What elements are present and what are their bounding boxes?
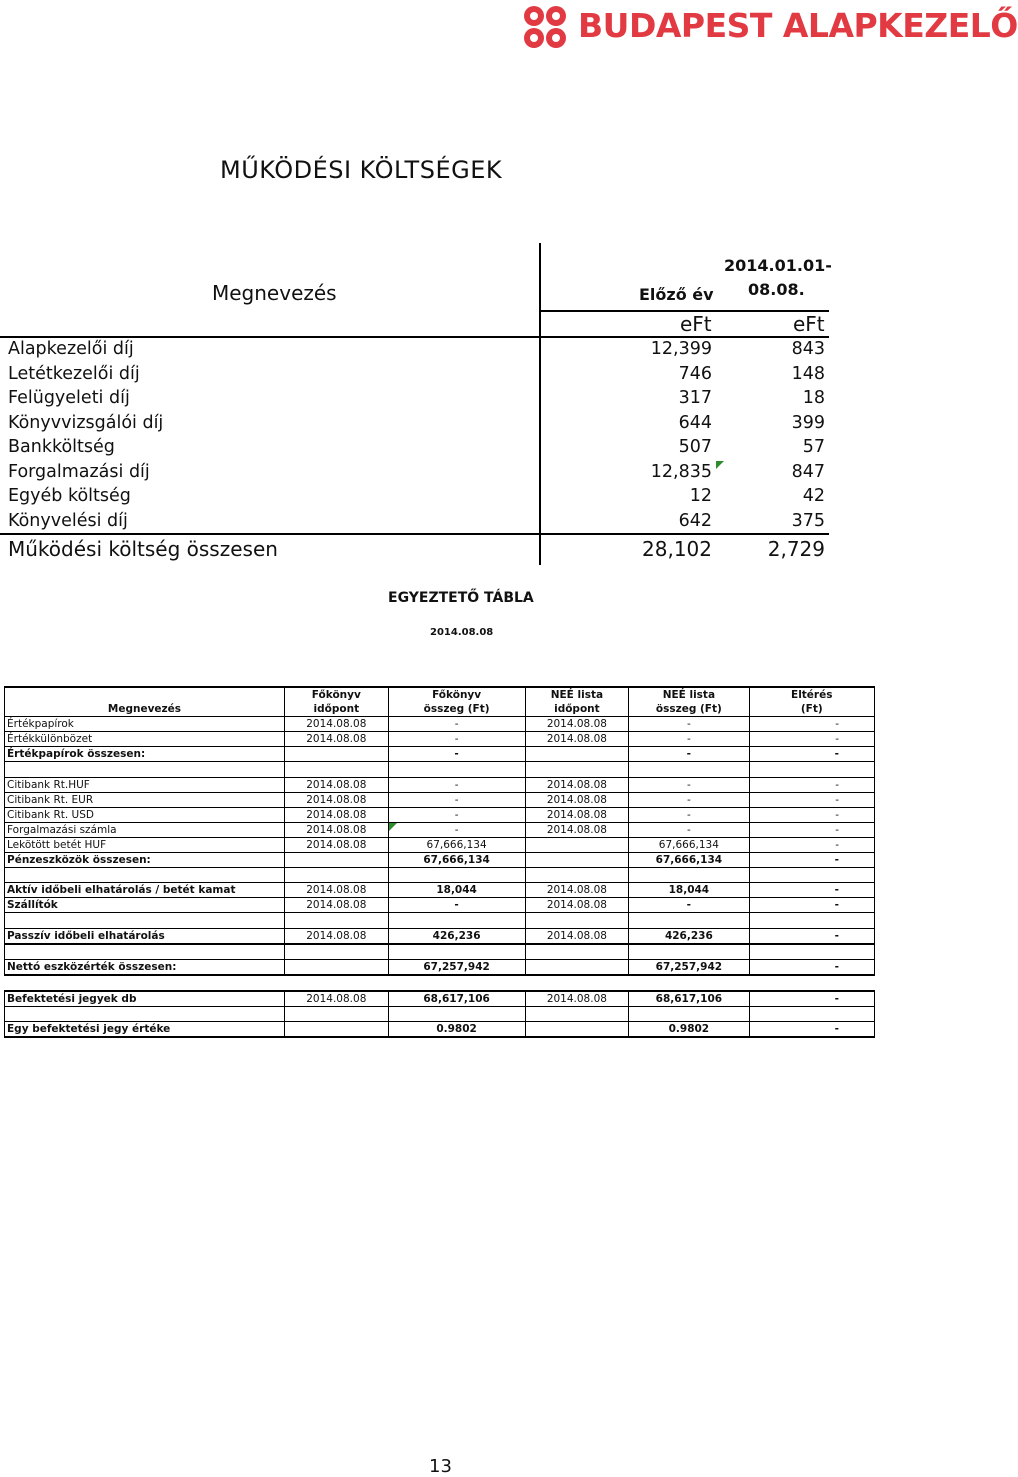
brand-logo (520, 4, 1018, 50)
comment-marker-icon (389, 823, 397, 831)
row-diff: - (749, 1022, 875, 1038)
cost-total-curr: 2,729 (767, 537, 825, 561)
table-row-total (5, 853, 875, 868)
row-gl-amount (388, 822, 525, 837)
table-row (5, 837, 875, 852)
row-diff: - (749, 991, 875, 1007)
cost-row-label: Letétkezelői díj (8, 364, 140, 384)
row-gl-date: 2014.08.08 (284, 898, 388, 913)
cost-row (8, 511, 828, 535)
row-diff: - (749, 807, 875, 822)
table-row (5, 898, 875, 913)
cost-row-curr: 148 (791, 364, 825, 384)
header-gl-amount: Főkönyv (388, 687, 525, 702)
row-gl-amount: 67,666,134 (388, 837, 525, 852)
header-nee-amount-2: összeg (Ft) (629, 702, 749, 717)
header-gl-date-2: időpont (284, 702, 388, 717)
row-nee-amount: 67,666,134 (629, 853, 749, 868)
cost-row-curr: 399 (791, 413, 825, 433)
row-gl-amount: 18,044 (388, 883, 525, 898)
cost-row (8, 388, 828, 412)
row-nee-amount: 68,617,106 (629, 991, 749, 1007)
table-row-total (5, 959, 875, 975)
table-header-row (5, 702, 875, 717)
cost-row-label: Könyvvizsgálói díj (8, 413, 164, 433)
row-gl-amount: - (388, 777, 525, 792)
row-gl-date: 2014.08.08 (284, 928, 388, 944)
row-name: Forgalmazási számla (5, 822, 285, 837)
header-nee-date-2: időpont (525, 702, 629, 717)
cost-row-curr: 18 (802, 388, 825, 408)
cost-row (8, 462, 828, 486)
row-gl-amount: 68,617,106 (388, 991, 525, 1007)
table-row (5, 792, 875, 807)
row-nee-amount: 0.9802 (629, 1022, 749, 1038)
brand-name: BUDAPEST ALAPKEZELŐ (578, 6, 1018, 45)
row-nee-date: 2014.08.08 (525, 717, 629, 732)
row-nee-date: 2014.08.08 (525, 792, 629, 807)
row-name: Aktív időbeli elhatárolás / betét kamat (5, 883, 285, 898)
cost-unit-prev: eFt (680, 312, 712, 336)
cost-row-label: Felügyeleti díj (8, 388, 130, 408)
row-diff: - (749, 732, 875, 747)
row-gl-amount: - (388, 792, 525, 807)
row-nee-date: 2014.08.08 (525, 991, 629, 1007)
cost-col-curr-line2: 08.08. (748, 280, 805, 299)
cost-row (8, 339, 828, 363)
row-name: Értékpapírok összesen: (5, 747, 285, 762)
row-name: Értékpapírok (5, 717, 285, 732)
row-nee-date: 2014.08.08 (525, 898, 629, 913)
row-diff: - (749, 792, 875, 807)
reconciliation-date: 2014.08.08 (430, 627, 494, 638)
cost-row (8, 413, 828, 437)
row-gl-amount: 0.9802 (388, 1022, 525, 1038)
cost-row-prev: 12 (689, 486, 712, 506)
cost-total-rule (0, 533, 829, 535)
header-nee-date: NEÉ lista (525, 687, 629, 702)
cost-row-label: Bankköltség (8, 437, 115, 457)
cost-total-row (8, 537, 828, 565)
row-name: Szállítók (5, 898, 285, 913)
cost-row-curr: 57 (802, 437, 825, 457)
row-diff: - (749, 928, 875, 944)
cost-row-label: Egyéb költség (8, 486, 131, 506)
row-name: Lekötött betét HUF (5, 837, 285, 852)
header-gl-amount-2: összeg (Ft) (388, 702, 525, 717)
cost-col-label: Megnevezés (212, 281, 337, 305)
row-gl-date: 2014.08.08 (284, 883, 388, 898)
row-diff: - (749, 853, 875, 868)
header-diff-2: (Ft) (749, 702, 875, 717)
page-number: 13 (429, 1456, 452, 1477)
row-gl-date: 2014.08.08 (284, 991, 388, 1007)
row-diff: - (749, 898, 875, 913)
table-row (5, 883, 875, 898)
cost-total-label: Működési költség összesen (8, 537, 278, 561)
cost-row-label: Könyvelési díj (8, 511, 128, 531)
row-gl-amount: 426,236 (388, 928, 525, 944)
row-nee-date: 2014.08.08 (525, 777, 629, 792)
row-gl-date: 2014.08.08 (284, 717, 388, 732)
cost-row-prev: 12,399 (650, 339, 712, 359)
row-gl-amount: - (388, 747, 525, 762)
row-nee-amount: - (629, 747, 749, 762)
row-name: Citibank Rt. USD (5, 807, 285, 822)
budapest-logo-mark-icon (520, 4, 570, 50)
row-name: Pénzeszközök összesen: (5, 853, 285, 868)
header-gl-date: Főkönyv (284, 687, 388, 702)
row-diff: - (749, 747, 875, 762)
cost-unit-curr: eFt (793, 312, 825, 336)
cost-row (8, 486, 828, 510)
row-gl-date: 2014.08.08 (284, 822, 388, 837)
row-nee-amount: 18,044 (629, 883, 749, 898)
row-nee-amount: 426,236 (629, 928, 749, 944)
row-name: Citibank Rt. EUR (5, 792, 285, 807)
row-diff: - (749, 883, 875, 898)
reconciliation-title: EGYEZTETŐ TÁBLA (388, 590, 534, 606)
row-gl-amount: - (388, 898, 525, 913)
cost-row (8, 437, 828, 461)
cost-row (8, 364, 828, 388)
table-row (5, 822, 875, 837)
cost-row-curr: 375 (791, 511, 825, 531)
cost-row-curr: 42 (802, 486, 825, 506)
row-nee-amount: - (629, 807, 749, 822)
header-name: Megnevezés (5, 702, 285, 717)
row-diff: - (749, 959, 875, 975)
table-row (5, 777, 875, 792)
row-nee-date: 2014.08.08 (525, 928, 629, 944)
row-nee-date: 2014.08.08 (525, 883, 629, 898)
row-nee-amount: 67,257,942 (629, 959, 749, 975)
row-nee-amount: - (629, 898, 749, 913)
row-gl-date: 2014.08.08 (284, 732, 388, 747)
table-row (5, 991, 875, 1007)
header-nee-amount: NEÉ lista (629, 687, 749, 702)
table-row (5, 928, 875, 944)
header-diff: Eltérés (749, 687, 875, 702)
row-gl-date: 2014.08.08 (284, 807, 388, 822)
row-name: Nettó eszközérték összesen: (5, 959, 285, 975)
cost-row-curr: 847 (791, 462, 825, 482)
cost-row-label: Alapkezelői díj (8, 339, 134, 359)
cost-row-prev: 746 (678, 364, 712, 384)
row-nee-amount: - (629, 777, 749, 792)
cost-col-curr-line1: 2014.01.01- (724, 256, 832, 275)
row-gl-amount: 67,257,942 (388, 959, 525, 975)
cost-total-prev: 28,102 (642, 537, 712, 561)
cost-row-curr: 843 (791, 339, 825, 359)
row-nee-date: 2014.08.08 (525, 822, 629, 837)
row-name: Befektetési jegyek db (5, 991, 285, 1007)
row-nee-date: 2014.08.08 (525, 732, 629, 747)
cost-col-prev: Előző év (639, 285, 714, 304)
row-diff: - (749, 777, 875, 792)
row-gl-amount-value: - (454, 823, 459, 836)
row-diff: - (749, 837, 875, 852)
comment-marker-icon (716, 461, 724, 469)
page-title: MŰKÖDÉSI KÖLTSÉGEK (220, 156, 503, 184)
row-nee-date: 2014.08.08 (525, 807, 629, 822)
row-nee-amount: - (629, 792, 749, 807)
cost-unit-rule (0, 336, 829, 338)
row-name: Passzív időbeli elhatárolás (5, 928, 285, 944)
row-gl-date: 2014.08.08 (284, 777, 388, 792)
row-gl-amount: - (388, 732, 525, 747)
row-nee-amount: 67,666,134 (629, 837, 749, 852)
row-gl-amount: 67,666,134 (388, 853, 525, 868)
row-diff: - (749, 822, 875, 837)
cost-row-prev: 317 (678, 388, 712, 408)
row-gl-date: 2014.08.08 (284, 837, 388, 852)
row-gl-amount: - (388, 807, 525, 822)
row-name: Értékkülönbözet (5, 732, 285, 747)
table-header-row (5, 687, 875, 702)
cost-row-prev: 507 (678, 437, 712, 457)
row-diff: - (749, 717, 875, 732)
cost-row-label: Forgalmazási díj (8, 462, 150, 482)
table-row-total (5, 747, 875, 762)
table-row-total (5, 1022, 875, 1038)
row-gl-date: 2014.08.08 (284, 792, 388, 807)
table-row (5, 732, 875, 747)
cost-row-prev: 12,835 (650, 462, 712, 482)
reconciliation-table (4, 686, 875, 1038)
table-row (5, 717, 875, 732)
row-name: Citibank Rt.HUF (5, 777, 285, 792)
table-row (5, 807, 875, 822)
row-gl-amount: - (388, 717, 525, 732)
row-nee-amount: - (629, 732, 749, 747)
row-nee-amount: - (629, 717, 749, 732)
row-name: Egy befektetési jegy értéke (5, 1022, 285, 1038)
cost-row-prev: 642 (678, 511, 712, 531)
cost-row-prev: 644 (678, 413, 712, 433)
row-nee-amount: - (629, 822, 749, 837)
